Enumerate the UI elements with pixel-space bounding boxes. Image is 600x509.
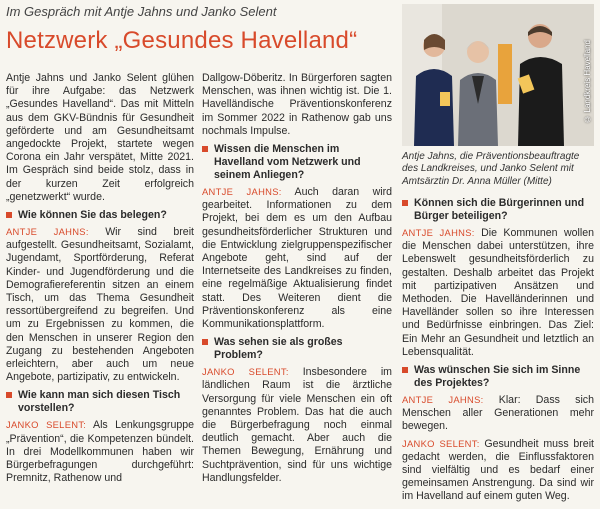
- photo-caption: Antje Jahns, die Präventionsbeauftragte des Landkreises, und Janko Selent mit Amtsärztin Dr. Anna Müller (Mitte): [402, 151, 580, 187]
- answer-text: Die Kommunen wollen die Menschen dabei unterstützen, ihre Lebenswelt gesundheitsförderlich zu gestalten. Deshalb arbeitet das Projekt mit partizipativen Ansätzen und Methoden. Die Havelländerinnen und Havelländer sollen so ihre Interessen und Bedürfnisse einbringen. Das Ziel: Ein Mehr an Gesundheit und letztlich an Lebensqualität.: [402, 227, 594, 358]
- column-3: [402, 197, 594, 507]
- article-headline: Netzwerk „Gesundes Havelland“: [6, 27, 358, 54]
- speaker-label: ANTJE JAHNS:: [202, 186, 282, 198]
- question-5: Können sich die Bürgerinnen und Bürger beteiligen?: [402, 197, 594, 223]
- speaker-label: ANTJE JAHNS:: [402, 227, 475, 238]
- answer-text: Als Lenkungsgruppe „Prävention“, die Kompetenzen bündelt. In drei Modellkommunen haben wir Bürgerbefragungen durchgeführt: Premnitz, Rathenow und: [6, 419, 195, 485]
- answer-1: [6, 225, 194, 384]
- answer-2-continued: Dallgow-Döberitz. In Bürgerforen sagten Menschen, was ihnen wichtig ist. Die 1. Havelländische Präventionskonferenz im Sommer 2022 in Rathenow gab uns nochmals Impulse.: [202, 72, 392, 137]
- question-3: Wissen die Menschen im Havelland vom Netzwerk und seinem Anliegen?: [202, 143, 392, 182]
- column-2: [202, 72, 392, 488]
- answer-text: Insbesondere im ländlichen Raum ist die ärztliche Versorgung für viele Menschen ein oft genanntes Problem. Das hat die auch die Bürgerbefragung noch einmal deutlich gemacht. Aber auch die Themen Bewegung, Ernährung und Suchtprävention, sind für uns wichtige Handlungsfelder.: [202, 366, 392, 484]
- answer-5: [402, 226, 594, 359]
- answer-text: Wir sind breit aufgestellt. Gesundheitsamt, Sozialamt, Jugendamt, Sportförderung, Referat Kinder- und Jugendförderung und die Demografiereferentin sitzen an einem Tisch, um das Thema Gesundheit ressortübergreifend zu begreifen. Und um zu Ergebnissen zu kommen, die den Menschen in unserer Region den Zugang zu bestehenden Angeboten erleichtern, aber auch um neue Angebote, partizipativ, zu entwickeln.: [6, 226, 194, 384]
- answer-7: [402, 437, 594, 504]
- answer-text: Klar: Dass sich Menschen aller Generationen mehr bewegen.: [402, 394, 594, 433]
- intro-paragraph: Antje Jahns und Janko Selent glühen für ihre Aufgabe: das Netzwerk „Gesundes Havelland“. Das mit Mitteln aus dem GKV-Bündnis für Gesundheit geförderte und am Gesundheitsamt angedockte Projekt, startete wegen Corona ein Jahr verspätet, Mitte 2021. Im Gespräch sind beide stolz, dass in der kurzen Zeit erfolgreich „genetzwerkt“ wurde.: [6, 72, 194, 203]
- answer-2: [6, 418, 194, 485]
- answer-text: Gesundheit muss breit gedacht werden, die Einflussfaktoren sind vielfältig und es bedarf einer gemeinsamen Anstrengung. Da sind wir im Havelland auf einem guten Weg.: [402, 437, 594, 503]
- column-1: [6, 72, 194, 488]
- speaker-label: JANKO SELENT:: [202, 366, 289, 378]
- answer-3: [202, 185, 392, 331]
- article-kicker: Im Gespräch mit Antje Jahns und Janko Selent: [6, 4, 277, 19]
- speaker-label: ANTJE JAHNS:: [402, 394, 484, 406]
- article-photo: [402, 4, 594, 146]
- question-2: Wie kann man sich diesen Tisch vorstellen?: [6, 389, 194, 415]
- question-4: Was sehen sie als großes Problem?: [202, 336, 392, 362]
- photo-illustration: [402, 4, 594, 146]
- speaker-label: JANKO SELENT:: [402, 437, 480, 449]
- question-1: Wie können Sie das belegen?: [6, 209, 194, 222]
- speaker-label: JANKO SELENT:: [6, 419, 87, 431]
- speaker-label: ANTJE JAHNS:: [6, 226, 89, 238]
- answer-text: Auch daran wird gearbeitet. Informationen zu dem Projekt, bei dem es um den Aufbau gesundheitsförderlicher Strukturen und die Entwicklung zielgruppenspezifischer Angebote geht, sind auf der Internetseite des Landkreises zu finden, eine regelmäßige Aktualisierung findet statt. Des Weiteren dient die Präventionskonferenz als eine Kommunikationsplattform.: [202, 186, 393, 331]
- answer-6: [402, 393, 594, 434]
- photo-credit: © Landkreis Havelland: [583, 40, 592, 124]
- answer-4: [202, 365, 392, 485]
- question-6: Was wünschen Sie sich im Sinne des Projektes?: [402, 364, 594, 390]
